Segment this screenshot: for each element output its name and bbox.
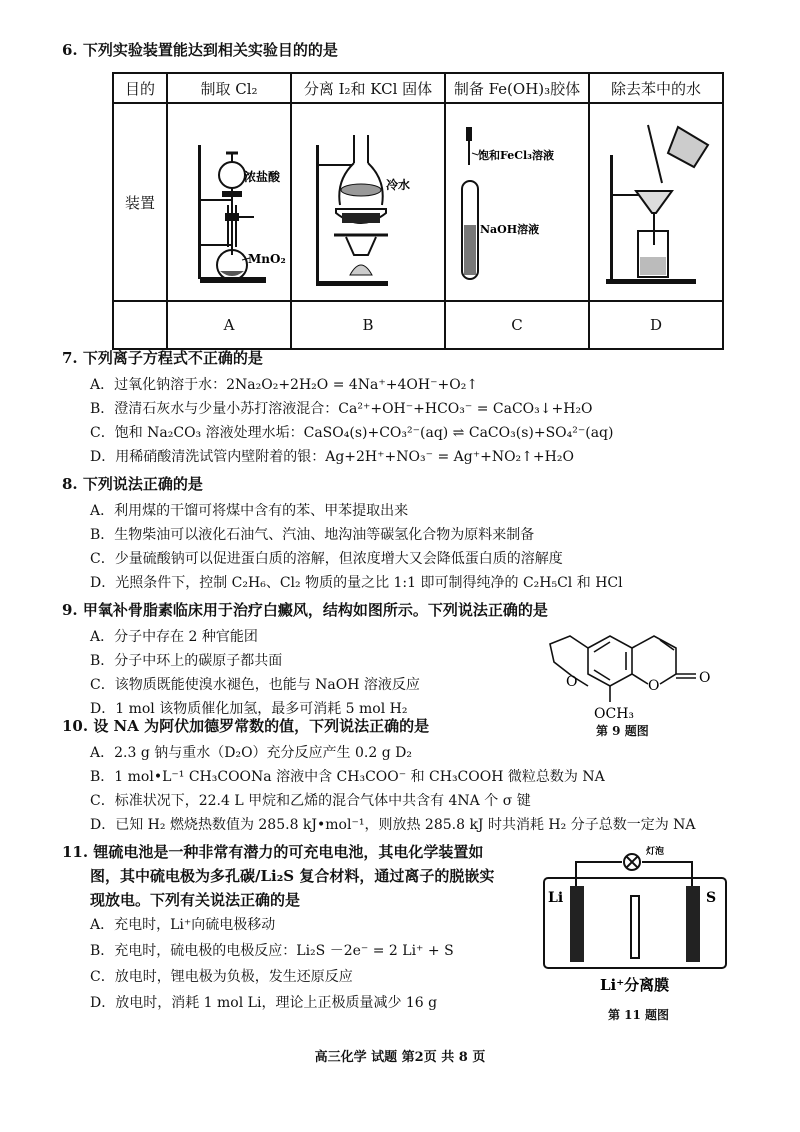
ring-oxygen-furan: O <box>566 674 578 690</box>
row-header-apparatus: 装置 <box>113 103 167 301</box>
q10-option-a: A．2.3 g 钠与重水（D₂O）充分反应产生 0.2 g D₂ <box>90 745 412 761</box>
q8-option-c: C．少量硫酸钠可以促进蛋白质的溶解，但浓度增大又会降低蛋白质的溶解度 <box>90 551 563 567</box>
q11-option-a: A．充电时，Li⁺向硫电极移动 <box>90 917 276 933</box>
page-footer: 高三化学 试题 第2页 共 8 页 <box>314 1050 486 1065</box>
apparatus-b <box>291 103 445 301</box>
label-b: B <box>291 301 445 349</box>
electrode-s-label: S <box>706 890 717 906</box>
q10-option-c: C．标准状况下，22.4 L 甲烷和乙烯的混合气体中共含有 4NA 个 σ 键 <box>90 793 531 809</box>
apparatus-a <box>167 103 291 301</box>
purpose-b: 分离 I₂和 KCl 固体 <box>291 73 445 103</box>
q9-option-d: D．1 mol 该物质催化加氢，最多可消耗 5 mol H₂ <box>90 701 408 717</box>
q10-option-b: B．1 mol•L⁻¹ CH₃COONa 溶液中含 CH₃COO⁻ 和 CH₃COOH 微粒总数为 NA <box>90 769 605 785</box>
q11-figure-caption: 第 11 题图 <box>608 1008 670 1022</box>
carbonyl-oxygen: O <box>699 670 711 686</box>
q9-option-b: B．分子中环上的碳原子都共面 <box>90 653 283 669</box>
q9-figure-caption: 第 9 题图 <box>596 724 649 738</box>
q7-option-b: B．澄清石灰水与少量小苏打溶液混合：Ca²⁺+OH⁻+HCO₃⁻ = CaCO₃↓+H₂O <box>90 401 593 417</box>
q8-option-a: A．利用煤的干馏可将煤中含有的苯、甲苯提取出来 <box>90 503 409 519</box>
chlorine-generator-figure <box>170 105 288 295</box>
q11-option-d: D．放电时，消耗 1 mol Li，理论上正极质量减少 16 g <box>90 995 438 1011</box>
q7-option-a: A．过氧化钠溶于水：2Na₂O₂+2H₂O = 4Na⁺+4OH⁻+O₂↑ <box>90 377 479 393</box>
q8-option-d: D．光照条件下，控制 C₂H₆、Cl₂ 物质的量之比 1:1 即可制得纯净的 C₂H₅Cl 和 HCl <box>90 575 623 591</box>
colloid-figure <box>448 105 586 295</box>
purpose-c: 制备 Fe(OH)₃胶体 <box>445 73 589 103</box>
q11-stem-line-2: 图，其中硫电极为多孔碳/Li₂S 复合材料，通过离子的脱嵌实 <box>90 867 495 885</box>
q7-option-c: C．饱和 Na₂CO₃ 溶液处理水垢：CaSO₄(s)+CO₃²⁻(aq) ⇌ CaCO₃(s)+SO₄²⁻(aq) <box>90 425 614 441</box>
reagent-cold-water: 冷水 <box>386 178 411 192</box>
methoxsalen-structure <box>536 626 736 736</box>
q7-option-d: D．用稀硝酸清洗试管内壁附着的银：Ag+2H⁺+NO₃⁻ = Ag⁺+NO₂↑+H₂O <box>90 449 574 465</box>
q11-stem-line-1: 11. 锂硫电池是一种非常有潜力的可充电电池，其电化学装置如 <box>62 843 484 861</box>
ring-oxygen-pyranone: O <box>648 678 660 694</box>
q11-option-c: C．放电时，锂电极为负极，发生还原反应 <box>90 969 353 985</box>
filtration-figure <box>592 105 720 295</box>
apparatus-d <box>589 103 723 301</box>
lithium-sulfur-battery-figure <box>538 840 734 1005</box>
membrane-label: Li⁺分离膜 <box>600 976 670 994</box>
row-header-purpose: 目的 <box>113 73 167 103</box>
q10-option-d: D．已知 H₂ 燃烧热数值为 285.8 kJ•mol⁻¹，则放热 285.8 kJ 时共消耗 H₂ 分子总数一定为 NA <box>90 817 696 833</box>
label-a: A <box>167 301 291 349</box>
q8-option-b: B．生物柴油可以液化石油气、汽油、地沟油等碳氢化合物为原料来制备 <box>90 527 535 543</box>
q9-option-a: A．分子中存在 2 种官能团 <box>90 629 258 645</box>
purpose-a: 制取 Cl₂ <box>167 73 291 103</box>
experiment-table <box>112 72 724 350</box>
q7-stem: 7. 下列离子方程式不正确的是 <box>62 349 263 367</box>
q11-stem-line-3: 现放电。下列有关说法正确的是 <box>90 891 301 909</box>
sublimation-figure <box>294 105 442 295</box>
row-header-empty <box>113 301 167 349</box>
reagent-conc-hcl: 浓盐酸 <box>244 170 281 184</box>
methoxy-group: OCH₃ <box>594 706 635 722</box>
electrode-li-label: Li <box>548 890 564 906</box>
q10-stem: 10. 设 NA 为阿伏加德罗常数的值，下列说法正确的是 <box>62 717 430 735</box>
label-d: D <box>589 301 723 349</box>
q6-stem: 6. 下列实验装置能达到相关实验目的的是 <box>62 41 338 59</box>
reagent-mno2: MnO₂ <box>248 252 286 266</box>
q11-option-b: B．充电时，硫电极的电极反应：Li₂S －2e⁻ = 2 Li⁺ + S <box>90 943 454 959</box>
q9-stem: 9. 甲氧补骨脂素临床用于治疗白癜风，结构如图所示。下列说法正确的是 <box>62 601 548 619</box>
label-c: C <box>445 301 589 349</box>
apparatus-c <box>445 103 589 301</box>
q8-stem: 8. 下列说法正确的是 <box>62 475 203 493</box>
reagent-naoh: NaOH溶液 <box>480 223 540 236</box>
purpose-d: 除去苯中的水 <box>589 73 723 103</box>
lamp-label: 灯泡 <box>646 847 665 857</box>
q9-option-c: C．该物质既能使溴水褪色，也能与 NaOH 溶液反应 <box>90 677 420 693</box>
reagent-fecl3: 饱和FeCl₃溶液 <box>478 149 554 162</box>
